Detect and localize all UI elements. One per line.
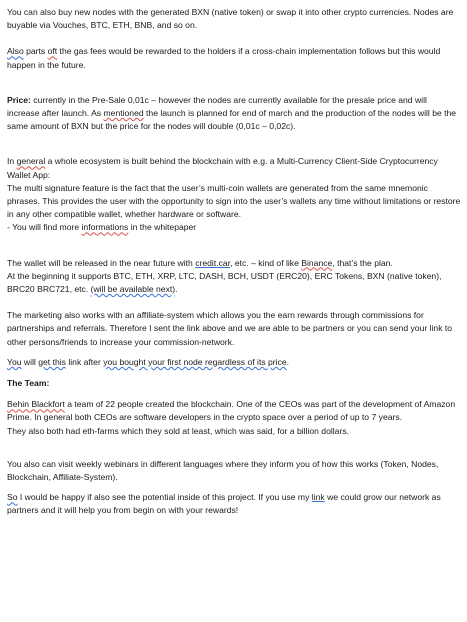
paragraph-webinars: You also can visit weekly webinars in different languages where they inform you of how this works (Token, Nodes, Blockchain, Affiliate-System). bbox=[7, 458, 439, 483]
team-heading bbox=[7, 377, 461, 390]
paragraph-gas-fees bbox=[7, 45, 461, 71]
paragraph-wallet-release bbox=[7, 257, 461, 270]
paragraph-closing bbox=[7, 491, 461, 517]
team-heading-text: The Team: bbox=[7, 378, 50, 389]
paragraph-ecosystem bbox=[7, 155, 461, 181]
paragraph-whitepaper bbox=[7, 221, 461, 234]
price-label: Price: bbox=[7, 94, 31, 105]
flagged-word: you bought your first node regardless of its price bbox=[103, 356, 287, 367]
flagged-word: You bbox=[7, 356, 22, 367]
text-run: in the whitepaper bbox=[128, 222, 197, 233]
paragraph-supported-coins bbox=[7, 270, 461, 296]
paragraph-nodes-buy: You can also buy new nodes with the generated BXN (native token) or swap it into other crypto currencies. Nodes are buyable via Vouches, BTC, ETH, BNB, and so on. bbox=[7, 7, 454, 31]
text-run: . bbox=[175, 284, 178, 295]
flagged-word: So bbox=[7, 492, 18, 503]
flagged-word: informations bbox=[81, 222, 129, 233]
text-run: At the beginning it supports BTC, ETH, XRP, LTC, DASH, BCH, USDT (ERC20), ERC Tokens, BXN (native token), BRC20 BRC721, etc. bbox=[7, 270, 442, 295]
flagged-word: credit.car bbox=[195, 257, 231, 268]
flagged-word: Behin Blackfort bbox=[7, 399, 65, 410]
flagged-word: Binance bbox=[301, 257, 333, 268]
text-run: link after bbox=[65, 356, 104, 367]
text-run: - You will find more bbox=[7, 222, 82, 233]
paragraph-get-link bbox=[7, 356, 461, 369]
text-run: , that’s the plan. bbox=[332, 257, 393, 268]
flagged-word: Also bbox=[7, 46, 24, 57]
text-run: a whole ecosystem is built behind the blockchain with e.g. a Multi-Currency Client-Side Cryptocurrency Wallet App: bbox=[7, 156, 438, 180]
paragraph-team bbox=[7, 398, 461, 424]
text-run: will bbox=[21, 356, 39, 367]
paragraph-marketing: The marketing also works with an affiliate-system which allows you the earn rewards through commissions for partnerships and referrals. Therefore I sent the link above and we are able to be partners or you can send your link to other persons/friends to increase your commission-network. bbox=[7, 310, 453, 347]
paragraph-eth-farms: They also both had eth-farms which they sold at least, which was said, for a billion dollars. bbox=[7, 425, 350, 436]
paragraph-price bbox=[7, 94, 461, 134]
flagged-word: mentioned bbox=[103, 108, 144, 119]
flagged-word: oft bbox=[47, 46, 58, 57]
text-run: we could grow our network as partners and it will help you from begin on with your rewards! bbox=[7, 492, 441, 516]
text-run: I would be happy if also see the potential inside of this project. If you use my bbox=[17, 492, 312, 503]
text-run: the launch is planned for end of march and the production of the nodes will be the same amount of BXN but the price for the nodes will double (0,01c – 0,02c). bbox=[7, 108, 457, 132]
text-run: the gas fees would be rewarded to the holders if a cross-chain implementation follows but this would happen in the future. bbox=[7, 46, 441, 70]
text-run: currently in the Pre-Sale 0,01c – however the nodes are currently available for the presale price and will increase after launch. As bbox=[7, 94, 427, 119]
flagged-word: (will be available next) bbox=[90, 284, 176, 295]
flagged-word: get this bbox=[38, 356, 66, 367]
text-run: The wallet will be released in the near future with bbox=[7, 257, 196, 268]
text-run: . bbox=[286, 356, 290, 367]
paragraph-multisig: The multi signature feature is the fact that the user’s multi-coin wallets are generated from the same mnemonic phrases. This provides the user with the opportunity to sign into the user’s wallets any time without limitations or restore in any other compatible wallet, whether hardware or software. bbox=[7, 182, 461, 220]
text-run: In bbox=[7, 156, 17, 167]
text-run: a team of 22 people created the blockchain. One of the CEOs was part of the development of Amazon Prime. In general both CEOs are software developers in the crypto space over a period of up to 7 years. bbox=[7, 399, 456, 423]
text-run: parts bbox=[23, 46, 48, 57]
link-word[interactable]: link bbox=[311, 492, 325, 503]
text-run: , etc. – kind of like bbox=[230, 257, 302, 268]
flagged-word: general bbox=[16, 156, 46, 167]
